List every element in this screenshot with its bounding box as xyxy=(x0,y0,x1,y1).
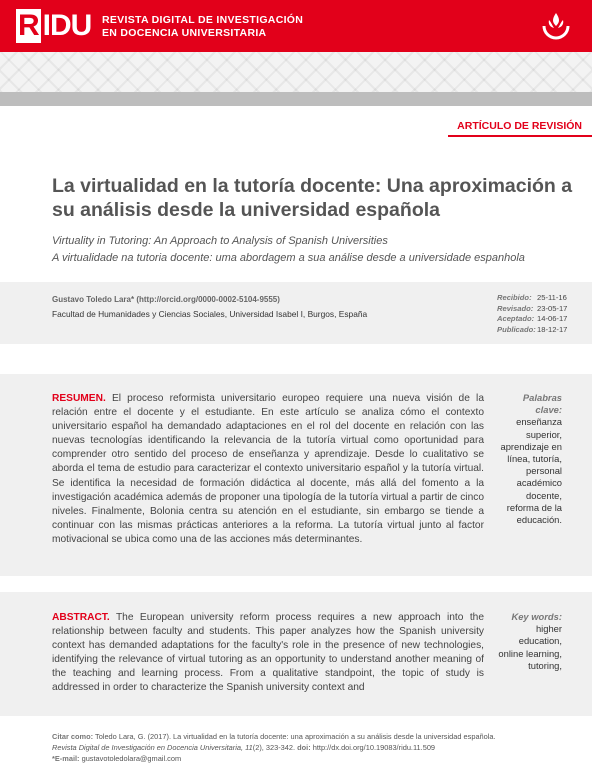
resumen-heading: RESUMEN. xyxy=(52,393,106,404)
resumen-keywords-list: enseñanza superior, aprendizaje en línea, tutoría, personal académico docente, reforma de la educación. xyxy=(500,416,562,526)
abstract-heading: ABSTRACT. xyxy=(52,612,110,623)
header-gray-band xyxy=(0,92,592,106)
date-revised: Revisado: 23-05-17 xyxy=(497,303,568,313)
subtitle-portuguese: A virtualidade na tutoria docente: uma abordagem a sua análise desde a universidade espanhola xyxy=(52,252,525,264)
date-published: Publicado: 18-12-17 xyxy=(497,324,568,334)
journal-title-line2: EN DOCENCIA UNIVERSITARIA xyxy=(102,27,267,39)
article-title: La virtualidad en la tutoría docente: Una aproximación a su análisis desde la universidad española xyxy=(52,175,573,221)
resumen-keywords-title: Palabras clave: xyxy=(522,392,562,416)
author-email-link[interactable]: gustavotoledolara@gmail.com xyxy=(79,754,182,763)
article-dates xyxy=(497,293,567,335)
email-line: *E-mail: gustavotoledolara@gmail.com xyxy=(52,754,182,763)
subtitle-english: Virtuality in Tutoring: An Approach to Analysis of Spanish Universities xyxy=(52,235,388,247)
header-pattern xyxy=(0,52,592,92)
citation-journal-line: Revista Digital de Investigación en Docencia Universitaria, 11(2), 323-342. doi: http://dx.doi.org/10.19083/ridu.11.509 xyxy=(52,743,436,752)
date-received: Recibido: 25-11-16 xyxy=(497,293,567,302)
journal-title-line1: REVISTA DIGITAL DE INVESTIGACIÓN xyxy=(102,14,304,26)
logo-idu: IDU xyxy=(42,9,92,42)
citation-line: Citar como: Toledo Lara, G. (2017). La virtualidad en la tutoría docente: una aproximación a su análisis desde la universidad española. xyxy=(52,732,496,741)
ridu-logo[interactable] xyxy=(16,8,91,44)
author-name[interactable]: Gustavo Toledo Lara* (http://orcid.org/0000-0002-5104-9555) xyxy=(52,295,280,304)
author-affiliation: Facultad de Humanidades y Ciencias Sociales, Universidad Isabel I, Burgos, España xyxy=(52,309,368,319)
abstract-paragraph xyxy=(52,611,484,696)
abstract-keywords-title: Key words: xyxy=(511,611,562,622)
abstract-text: The European university reform process requires a new approach into the relationship between faculty and students. This paper analyzes how the Spanish university context has demanded adaptations for the faculty's role in the presence of new technologies, identifying the relevance of virtual tutoring as an opportunity to understand another meaning of the teaching and learning process. From a qualitative standpoint, the topic of study is addressed in order to characterize the Spanish university context and xyxy=(52,612,484,694)
citation-block xyxy=(52,731,582,764)
journal-title xyxy=(102,14,303,40)
abstract-keywords-list: higher education, online learning, tutoring, xyxy=(498,623,562,671)
upc-flame-icon xyxy=(540,10,572,42)
resumen-paragraph xyxy=(52,392,484,547)
article-type-label: ARTÍCULO DE REVISIÓN xyxy=(457,120,582,132)
article-type-underline xyxy=(448,135,592,137)
resumen-keywords xyxy=(494,392,562,526)
abstract-keywords xyxy=(494,611,562,672)
logo-r: R xyxy=(18,9,39,42)
resumen-text: El proceso reformista universitario europeo requiere una nueva visión de la relación entre el docente y el estudiante. En este artículo se analiza cómo el contexto universitario español ha demandado adaptaciones en el rol del docente en relación con las nuevas tecnologías identificando la relevancia de la tutoría virtual como oportunidad para comprender otro sentido del proceso de enseñanza y aprendizaje. Desde lo cualitativo se aborda el tema de estudio para caracterizar el contexto universitario español y la tutoría virtual. Se identifica la necesidad de formación didáctica al docente, más allá del fomento a la investigación académica además de proponer una tipología de la tutoría virtual a partir de cinco niveles. Finalmente, Bolonia centra su atención en el estudiante, sin embargo se tiende a continuar con las mismas prácticas anteriores a la reforma. La tutoría virtual junto al factor motivacional se ubica como una de las acciones más determinantes. xyxy=(52,393,484,545)
date-accepted: Aceptado: 14-06-17 xyxy=(497,314,568,323)
doi-link[interactable]: http://dx.doi.org/10.19083/ridu.11.509 xyxy=(310,743,436,752)
